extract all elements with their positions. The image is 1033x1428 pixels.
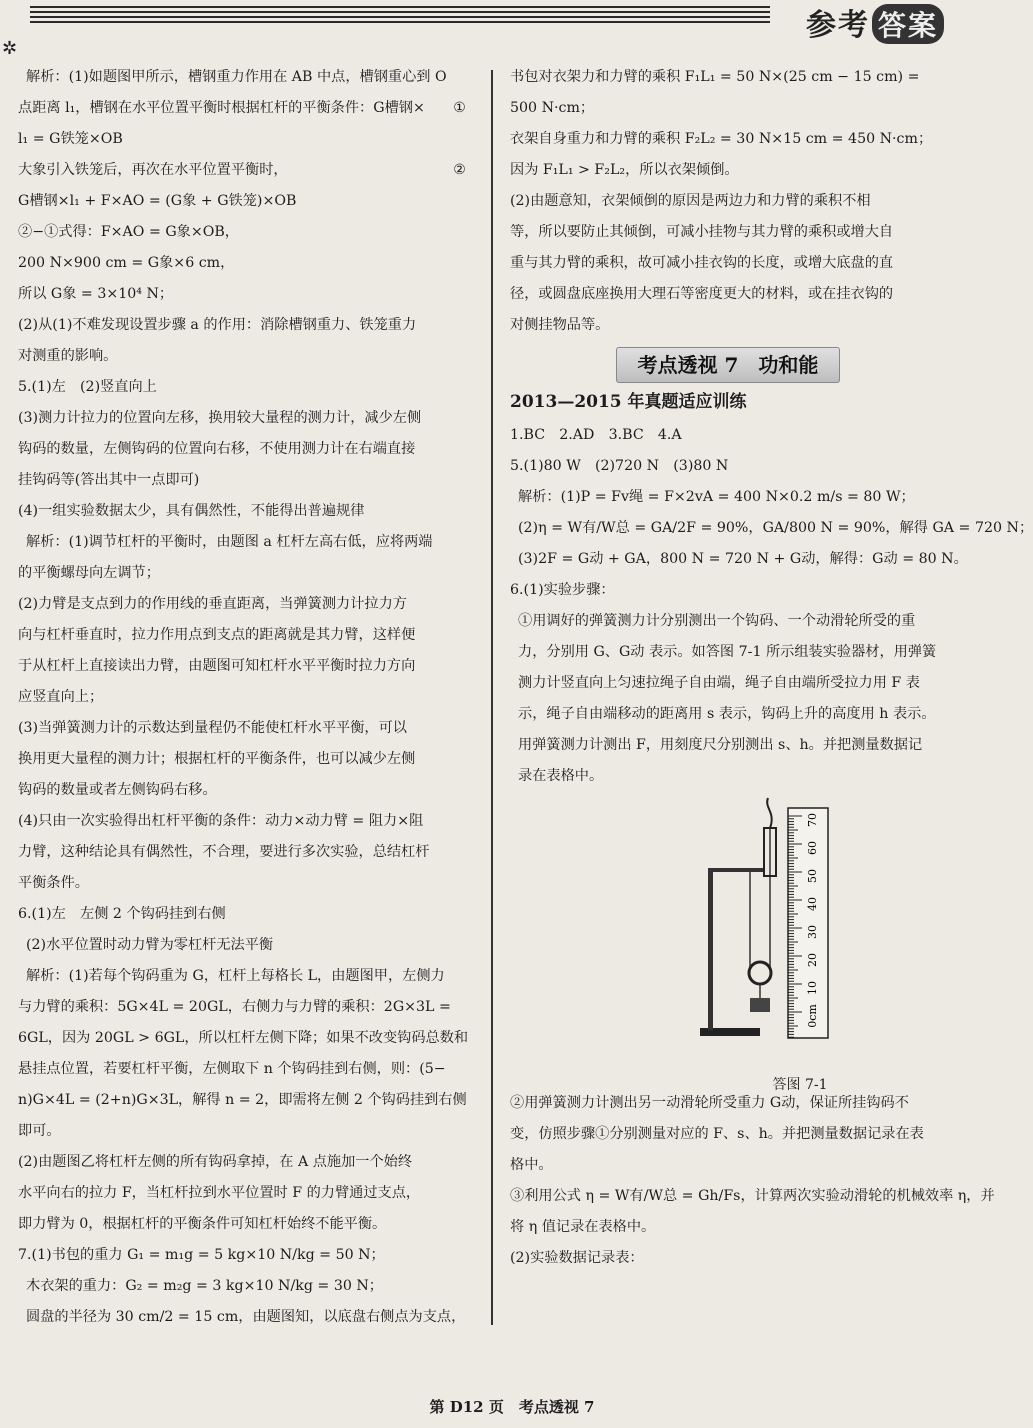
text-line: 向与杠杆垂直时，拉力作用点到支点的距离就是其力臂，这样便: [18, 627, 416, 643]
text-line: 格中。: [510, 1157, 553, 1173]
text-line: 变，仿照步骤①分别测量对应的 F、s、h。并把测量数据记录在表: [510, 1126, 924, 1142]
text-line: 重与其力臂的乘积，故可减小挂衣钩的长度，或增大底盘的直: [510, 255, 894, 271]
header-title-badge: 答案: [872, 4, 944, 44]
text-line: 6.(1)左 左侧 2 个钩码挂到右侧: [18, 906, 226, 922]
ruler-tick-label: 0cm: [806, 1004, 819, 1028]
ruler-tick-label: 70: [806, 813, 819, 827]
text-line: 圆盘的半径为 30 cm/2 = 15 cm，由题图知，以底盘右侧点为支点，: [26, 1309, 466, 1325]
text-line: 500 N·cm；: [510, 100, 595, 116]
text-line: 等，所以要防止其倾倒，可减小挂物与其力臂的乘积或增大自: [510, 224, 894, 240]
text-line: (2)由题图乙将杠杆左侧的所有钩码拿掉，在 A 点施加一个始终: [18, 1154, 413, 1170]
text-line: 力臂，这种结论具有偶然性，不合理，要进行多次实验，总结杠杆: [18, 844, 430, 860]
text-line: 与力臂的乘积：5G×4L = 20GL，右侧力与力臂的乘积：2G×3L =: [18, 999, 451, 1015]
text-line: 于从杠杆上直接读出力臂，由题图可知杠杆水平平衡时拉力方向: [18, 658, 416, 674]
text-line: (4)一组实验数据太少，具有偶然性，不能得出普遍规律: [18, 503, 365, 519]
text-line: ②用弹簧测力计测出另一动滑轮所受重力 G动，保证所挂钩码不: [510, 1095, 909, 1111]
text-line: 解析：(1)P = Fv绳 = F×2vA = 400 N×0.2 m/s = 80 W；: [518, 489, 915, 505]
text-line: 衣架自身重力和力臂的乘积 F₂L₂ = 30 N×15 cm = 450 N·cm；: [510, 131, 933, 147]
equation-marker: ②: [453, 162, 466, 178]
text-line: (2)η = W有/W总 = GA/2F = 90%，GA/800 N = 90%，解得 GA = 720 N；: [518, 520, 1033, 536]
text-line: 应竖直向上；: [18, 689, 104, 705]
text-line: (4)只由一次实验得出杠杆平衡的条件：动力×动力臂 = 阻力×阻: [18, 813, 424, 829]
text-line: l₁ = G铁笼×OB: [18, 131, 123, 147]
text-line: 解析：(1)若每个钩码重为 G，杠杆上每格长 L，由题图甲，左侧力: [26, 968, 445, 984]
ruler-tick-label: 30: [806, 925, 819, 939]
equation-marker: ①: [453, 100, 466, 116]
text-line: 6.(1)实验步骤：: [510, 582, 615, 598]
text-line: (2)实验数据记录表：: [510, 1250, 644, 1266]
text-line: (3)当弹簧测力计的示数达到量程仍不能使杠杆水平平衡，可以: [18, 720, 407, 736]
text-line: 5.(1)左 (2)竖直向上: [18, 379, 157, 395]
text-line: (3)2F = G动 + GA，800 N = 720 N + G动，解得：G动 = 80 N。: [518, 551, 968, 567]
section-title: 考点透视 7 功和能: [616, 347, 840, 383]
right-column: [510, 62, 1033, 1274]
text-line: 所以 G象 = 3×10⁴ N；: [18, 286, 174, 302]
text-line: 即可。: [18, 1123, 61, 1139]
text-line: (3)测力计拉力的位置向左移，换用较大量程的测力计，减少左侧: [18, 410, 422, 426]
text-line: ②−①式得：F×AO = G象×OB，: [18, 224, 239, 240]
text-line: (2)力臂是支点到力的作用线的垂直距离，当弹簧测力计拉力方: [18, 596, 407, 612]
text-line: 即力臂为 0，根据杠杆的平衡条件可知杠杆始终不能平衡。: [18, 1216, 387, 1232]
text-line: 用弹簧测力计测出 F，用刻度尺分别测出 s、h。并把测量数据记: [518, 737, 923, 753]
pulley-apparatus-diagram: [680, 798, 980, 1058]
text-line: 换用更大量程的测力计；根据杠杆的平衡条件，也可以减少左侧: [18, 751, 416, 767]
text-line: 钩码的数量或者左侧钩码右移。: [18, 782, 217, 798]
text-line: 7.(1)书包的重力 G₁ = m₁g = 5 kg×10 N/kg = 50 N；: [18, 1247, 385, 1263]
corner-star-icon: ✲: [2, 38, 18, 59]
column-divider: [491, 70, 493, 1325]
text-line: 解析：(1)调节杠杆的平衡时，由题图 a 杠杆左高右低，应将两端: [26, 534, 433, 550]
left-column: [18, 62, 480, 1333]
text-line: 木衣架的重力：G₂ = m₂g = 3 kg×10 N/kg = 30 N；: [26, 1278, 383, 1294]
text-line: 平衡条件。: [18, 875, 89, 891]
text-line: 对侧挂物品等。: [510, 317, 610, 333]
section-subtitle: 2013—2015 年真题适应训练: [510, 392, 747, 412]
text-line: 挂钩码等(答出其中一点即可): [18, 472, 200, 488]
text-line: n)G×4L = (2+n)G×3L，解得 n = 2，即需将左侧 2 个钩码挂到右侧: [18, 1092, 467, 1108]
ruler-tick-label: 40: [806, 897, 819, 911]
text-line: (2)水平位置时动力臂为零杠杆无法平衡: [26, 937, 274, 953]
text-line: 将 η 值记录在表格中。: [510, 1219, 656, 1235]
text-line: 径，或圆盘底座换用大理石等密度更大的材料，或在挂衣钩的: [510, 286, 894, 302]
text-line: (2)由题意知，衣架倾倒的原因是两边力和力臂的乘积不相: [510, 193, 871, 209]
text-line: 书包对衣架力和力臂的乘积 F₁L₁ = 50 N×(25 cm − 15 cm) =: [510, 69, 920, 85]
page-footer: 第 D12 页 考点透视 7: [429, 1398, 595, 1416]
figure-caption: 答图 7-1: [772, 1077, 828, 1093]
text-line: 因为 F₁L₁ > F₂L₂，所以衣架倾倒。: [510, 162, 739, 178]
text-line: G槽钢×l₁ + F×AO = (G象 + G铁笼)×OB: [18, 193, 297, 209]
ruler-tick-label: 10: [806, 981, 819, 995]
text-line: 点距离 l₁，槽钢在水平位置平衡时根据杠杆的平衡条件：G槽钢× ①: [18, 93, 480, 124]
text-line: 钩码的数量，左侧钩码的位置向右移，不使用测力计在右端直接: [18, 441, 416, 457]
header-title-prefix: 参考: [805, 8, 870, 43]
text-line: 200 N×900 cm = G象×6 cm，: [18, 255, 235, 271]
text-line: 大象引入铁笼后，再次在水平位置平衡时， ②: [18, 155, 480, 186]
text-line: 水平向右的拉力 F，当杠杆拉到水平位置时 F 的力臂通过支点，: [18, 1185, 421, 1201]
text-line: 5.(1)80 W (2)720 N (3)80 N: [510, 458, 729, 474]
text-line: 解析：(1)如题图甲所示，槽钢重力作用在 AB 中点，槽钢重心到 O: [26, 69, 447, 85]
ruler-tick-label: 50: [806, 869, 819, 883]
text-line: 示，绳子自由端移动的距离用 s 表示，钩码上升的高度用 h 表示。: [518, 706, 936, 722]
ruler-tick-label: 20: [806, 953, 819, 967]
header-rule: [30, 6, 770, 32]
text-line: 对测重的影响。: [18, 348, 118, 364]
text-line: ③利用公式 η = W有/W总 = Gh/Fs，计算两次实验动滑轮的机械效率 η，并: [510, 1188, 995, 1204]
page-header-title: [806, 0, 944, 44]
answer-figure: [680, 798, 980, 1093]
text-line: 6GL，因为 20GL > 6GL，所以杠杆左侧下降；如果不改变钩码总数和: [18, 1030, 469, 1046]
text-line: 的平衡螺母向左调节；: [18, 565, 160, 581]
text-line: 悬挂点位置，若要杠杆平衡，左侧取下 n 个钩码挂到右侧，则：(5−: [18, 1061, 446, 1077]
text-line: 录在表格中。: [518, 768, 604, 784]
text-line: ①用调好的弹簧测力计分别测出一个钩码、一个动滑轮所受的重: [518, 613, 916, 629]
ruler-tick-label: 60: [806, 841, 819, 855]
text-line: (2)从(1)不难发现设置步骤 a 的作用：消除槽钢重力、铁笼重力: [18, 317, 417, 333]
text-line: 力，分别用 G、G动 表示。如答图 7-1 所示组装实验器材，用弹簧: [518, 644, 937, 660]
text-line: 测力计竖直向上匀速拉绳子自由端，绳子自由端所受拉力用 F 表: [518, 675, 920, 691]
text-line: 1.BC 2.AD 3.BC 4.A: [510, 427, 682, 443]
